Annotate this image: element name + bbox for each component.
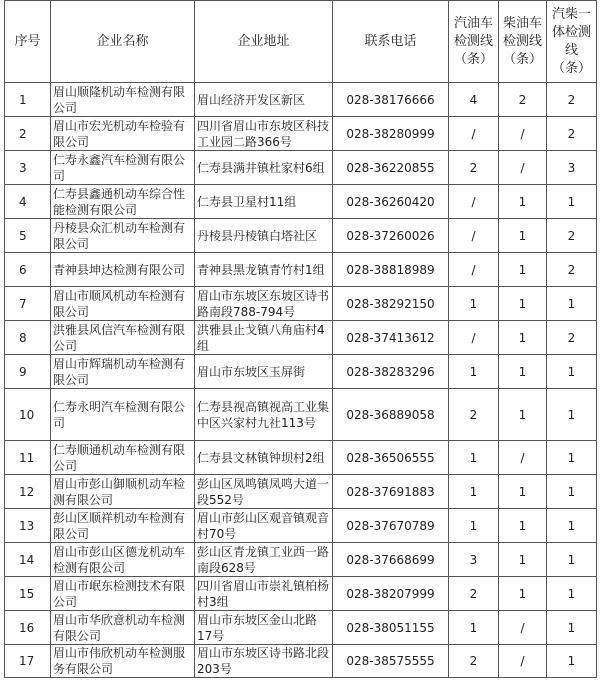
header-no: 序号 xyxy=(5,1,51,83)
table-row xyxy=(5,475,597,509)
table-row xyxy=(5,117,597,151)
company-address: 眉山经济开发区新区 xyxy=(195,83,333,117)
gasoline-lines: 2 xyxy=(449,577,499,611)
company-address: 眉山市东坡区诗书路北段203号 xyxy=(195,645,333,678)
diesel-lines: 1 xyxy=(499,185,547,219)
diesel-lines: 1 xyxy=(499,355,547,389)
company-address: 洪雅县止戈镇八角庙村4组 xyxy=(195,321,333,355)
combo-lines: 1 xyxy=(547,577,597,611)
row-number: 10 xyxy=(5,389,51,441)
diesel-lines: 1 xyxy=(499,321,547,355)
company-address: 彭山区青龙镇工业西一路南段628号 xyxy=(195,543,333,577)
combo-lines: 1 xyxy=(547,509,597,543)
combo-lines: 1 xyxy=(547,287,597,321)
diesel-lines: 1 xyxy=(499,389,547,441)
gasoline-lines: 1 xyxy=(449,475,499,509)
combo-lines: 1 xyxy=(547,475,597,509)
header-row xyxy=(5,1,597,83)
company-name: 眉山市彭山区德龙机动车检测有限公司 xyxy=(51,543,195,577)
table-row xyxy=(5,321,597,355)
company-name: 眉山市华欣意机动车检测有限公司 xyxy=(51,611,195,645)
row-number: 14 xyxy=(5,543,51,577)
table-row xyxy=(5,287,597,321)
company-name: 眉山市宏光机动车检验有限公司 xyxy=(51,117,195,151)
company-address: 眉山市彭山区观音镇观音村70号 xyxy=(195,509,333,543)
company-name: 仁寿永鑫汽车检测有限公司 xyxy=(51,151,195,185)
table-row xyxy=(5,611,597,645)
phone-number: 028-38283296 xyxy=(333,355,449,389)
table-row xyxy=(5,253,597,287)
company-address: 青神县黑龙镇青竹村1组 xyxy=(195,253,333,287)
company-name: 眉山市辉瑞机动车检测有限公司 xyxy=(51,355,195,389)
header-diesel: 柴油车检测线（条） xyxy=(499,1,547,83)
combo-lines: 2 xyxy=(547,253,597,287)
row-number: 9 xyxy=(5,355,51,389)
row-number: 6 xyxy=(5,253,51,287)
company-name: 眉山市伟欣机动车检测服务有限公司 xyxy=(51,645,195,678)
phone-number: 028-37260026 xyxy=(333,219,449,253)
gasoline-lines: / xyxy=(449,185,499,219)
diesel-lines: 1 xyxy=(499,577,547,611)
phone-number: 028-36220855 xyxy=(333,151,449,185)
table-row xyxy=(5,389,597,441)
table-row xyxy=(5,441,597,475)
gasoline-lines: 4 xyxy=(449,83,499,117)
table-row xyxy=(5,219,597,253)
phone-number: 028-38575555 xyxy=(333,645,449,678)
diesel-lines: / xyxy=(499,645,547,678)
combo-lines: 1 xyxy=(547,645,597,678)
table-row xyxy=(5,577,597,611)
diesel-lines: 1 xyxy=(499,253,547,287)
diesel-lines: 1 xyxy=(499,543,547,577)
phone-number: 028-36260420 xyxy=(333,185,449,219)
row-number: 5 xyxy=(5,219,51,253)
table-row xyxy=(5,151,597,185)
gasoline-lines: 2 xyxy=(449,151,499,185)
row-number: 16 xyxy=(5,611,51,645)
company-address: 仁寿县卫星村11组 xyxy=(195,185,333,219)
company-address: 丹棱县丹棱镇白塔社区 xyxy=(195,219,333,253)
phone-number: 028-37668699 xyxy=(333,543,449,577)
diesel-lines: 1 xyxy=(499,287,547,321)
company-name: 仁寿顺通机动车检测有限公司 xyxy=(51,441,195,475)
table-row xyxy=(5,83,597,117)
company-name: 青神县坤达检测有限公司 xyxy=(51,253,195,287)
company-address: 眉山市东坡区金山北路17号 xyxy=(195,611,333,645)
combo-lines: 1 xyxy=(547,185,597,219)
row-number: 3 xyxy=(5,151,51,185)
gasoline-lines: / xyxy=(449,219,499,253)
header-combo: 汽柴一体检测线（条） xyxy=(547,1,597,83)
company-name: 彭山区顺祥机动车检测有限公司 xyxy=(51,509,195,543)
gasoline-lines: / xyxy=(449,321,499,355)
combo-lines: 2 xyxy=(547,83,597,117)
phone-number: 028-37670789 xyxy=(333,509,449,543)
company-address: 眉山市东坡区玉屏街 xyxy=(195,355,333,389)
phone-number: 028-38207999 xyxy=(333,577,449,611)
company-name: 丹棱县众汇机动车检测有限公司 xyxy=(51,219,195,253)
phone-number: 028-36506555 xyxy=(333,441,449,475)
gasoline-lines: 1 xyxy=(449,509,499,543)
company-address: 四川省眉山市崇礼镇柏杨村3组 xyxy=(195,577,333,611)
combo-lines: 1 xyxy=(547,355,597,389)
row-number: 11 xyxy=(5,441,51,475)
row-number: 4 xyxy=(5,185,51,219)
diesel-lines: / xyxy=(499,611,547,645)
phone-number: 028-37691883 xyxy=(333,475,449,509)
diesel-lines: / xyxy=(499,441,547,475)
header-phone: 联系电话 xyxy=(333,1,449,83)
table-row xyxy=(5,185,597,219)
combo-lines: 1 xyxy=(547,441,597,475)
combo-lines: 3 xyxy=(547,151,597,185)
combo-lines: 1 xyxy=(547,543,597,577)
phone-number: 028-38818989 xyxy=(333,253,449,287)
company-address: 眉山市东坡区东坡区诗书路南段788-794号 xyxy=(195,287,333,321)
row-number: 17 xyxy=(5,645,51,678)
diesel-lines: / xyxy=(499,117,547,151)
table-row xyxy=(5,645,597,678)
combo-lines: 2 xyxy=(547,117,597,151)
gasoline-lines: 2 xyxy=(449,645,499,678)
company-name: 眉山顺隆机动车检测有限公司 xyxy=(51,83,195,117)
company-address: 仁寿县视高镇视高工业集中区兴家村九社113号 xyxy=(195,389,333,441)
company-name: 仁寿永明汽车检测有限公司 xyxy=(51,389,195,441)
phone-number: 028-38176666 xyxy=(333,83,449,117)
combo-lines: 2 xyxy=(547,321,597,355)
gasoline-lines: / xyxy=(449,253,499,287)
combo-lines: 1 xyxy=(547,611,597,645)
diesel-lines: 2 xyxy=(499,83,547,117)
company-name: 仁寿县鑫通机动车综合性能检测有限公司 xyxy=(51,185,195,219)
company-name: 洪雅县风信汽车检测有限公司 xyxy=(51,321,195,355)
gasoline-lines: 1 xyxy=(449,355,499,389)
gasoline-lines: 1 xyxy=(449,611,499,645)
inspection-station-table xyxy=(4,0,597,678)
combo-lines: 2 xyxy=(547,219,597,253)
row-number: 15 xyxy=(5,577,51,611)
phone-number: 028-38051155 xyxy=(333,611,449,645)
gasoline-lines: 3 xyxy=(449,543,499,577)
company-address: 彭山区凤鸣镇凤鸣大道一段552号 xyxy=(195,475,333,509)
company-address: 仁寿县满井镇杜家村6组 xyxy=(195,151,333,185)
gasoline-lines: 1 xyxy=(449,441,499,475)
header-address: 企业地址 xyxy=(195,1,333,83)
row-number: 7 xyxy=(5,287,51,321)
gasoline-lines: 1 xyxy=(449,287,499,321)
phone-number: 028-36889058 xyxy=(333,389,449,441)
gasoline-lines: / xyxy=(449,117,499,151)
row-number: 12 xyxy=(5,475,51,509)
company-name: 眉山市岷东检测技术有限公司 xyxy=(51,577,195,611)
phone-number: 028-37413612 xyxy=(333,321,449,355)
phone-number: 028-38292150 xyxy=(333,287,449,321)
row-number: 2 xyxy=(5,117,51,151)
table-row xyxy=(5,355,597,389)
row-number: 1 xyxy=(5,83,51,117)
diesel-lines: 1 xyxy=(499,219,547,253)
header-gasoline: 汽油车检测线（条） xyxy=(449,1,499,83)
row-number: 13 xyxy=(5,509,51,543)
diesel-lines: / xyxy=(499,151,547,185)
diesel-lines: 1 xyxy=(499,509,547,543)
combo-lines: 1 xyxy=(547,389,597,441)
row-number: 8 xyxy=(5,321,51,355)
gasoline-lines: 2 xyxy=(449,389,499,441)
header-name: 企业名称 xyxy=(51,1,195,83)
phone-number: 028-38280999 xyxy=(333,117,449,151)
table-row xyxy=(5,543,597,577)
company-address: 四川省眉山市东坡区科技工业园二路366号 xyxy=(195,117,333,151)
diesel-lines: 1 xyxy=(499,475,547,509)
table-row xyxy=(5,509,597,543)
company-name: 眉山市顺风机动车检测有限公司 xyxy=(51,287,195,321)
company-name: 眉山市彭山御顺机动车检测有限公司 xyxy=(51,475,195,509)
company-address: 仁寿县文林镇钟坝村2组 xyxy=(195,441,333,475)
